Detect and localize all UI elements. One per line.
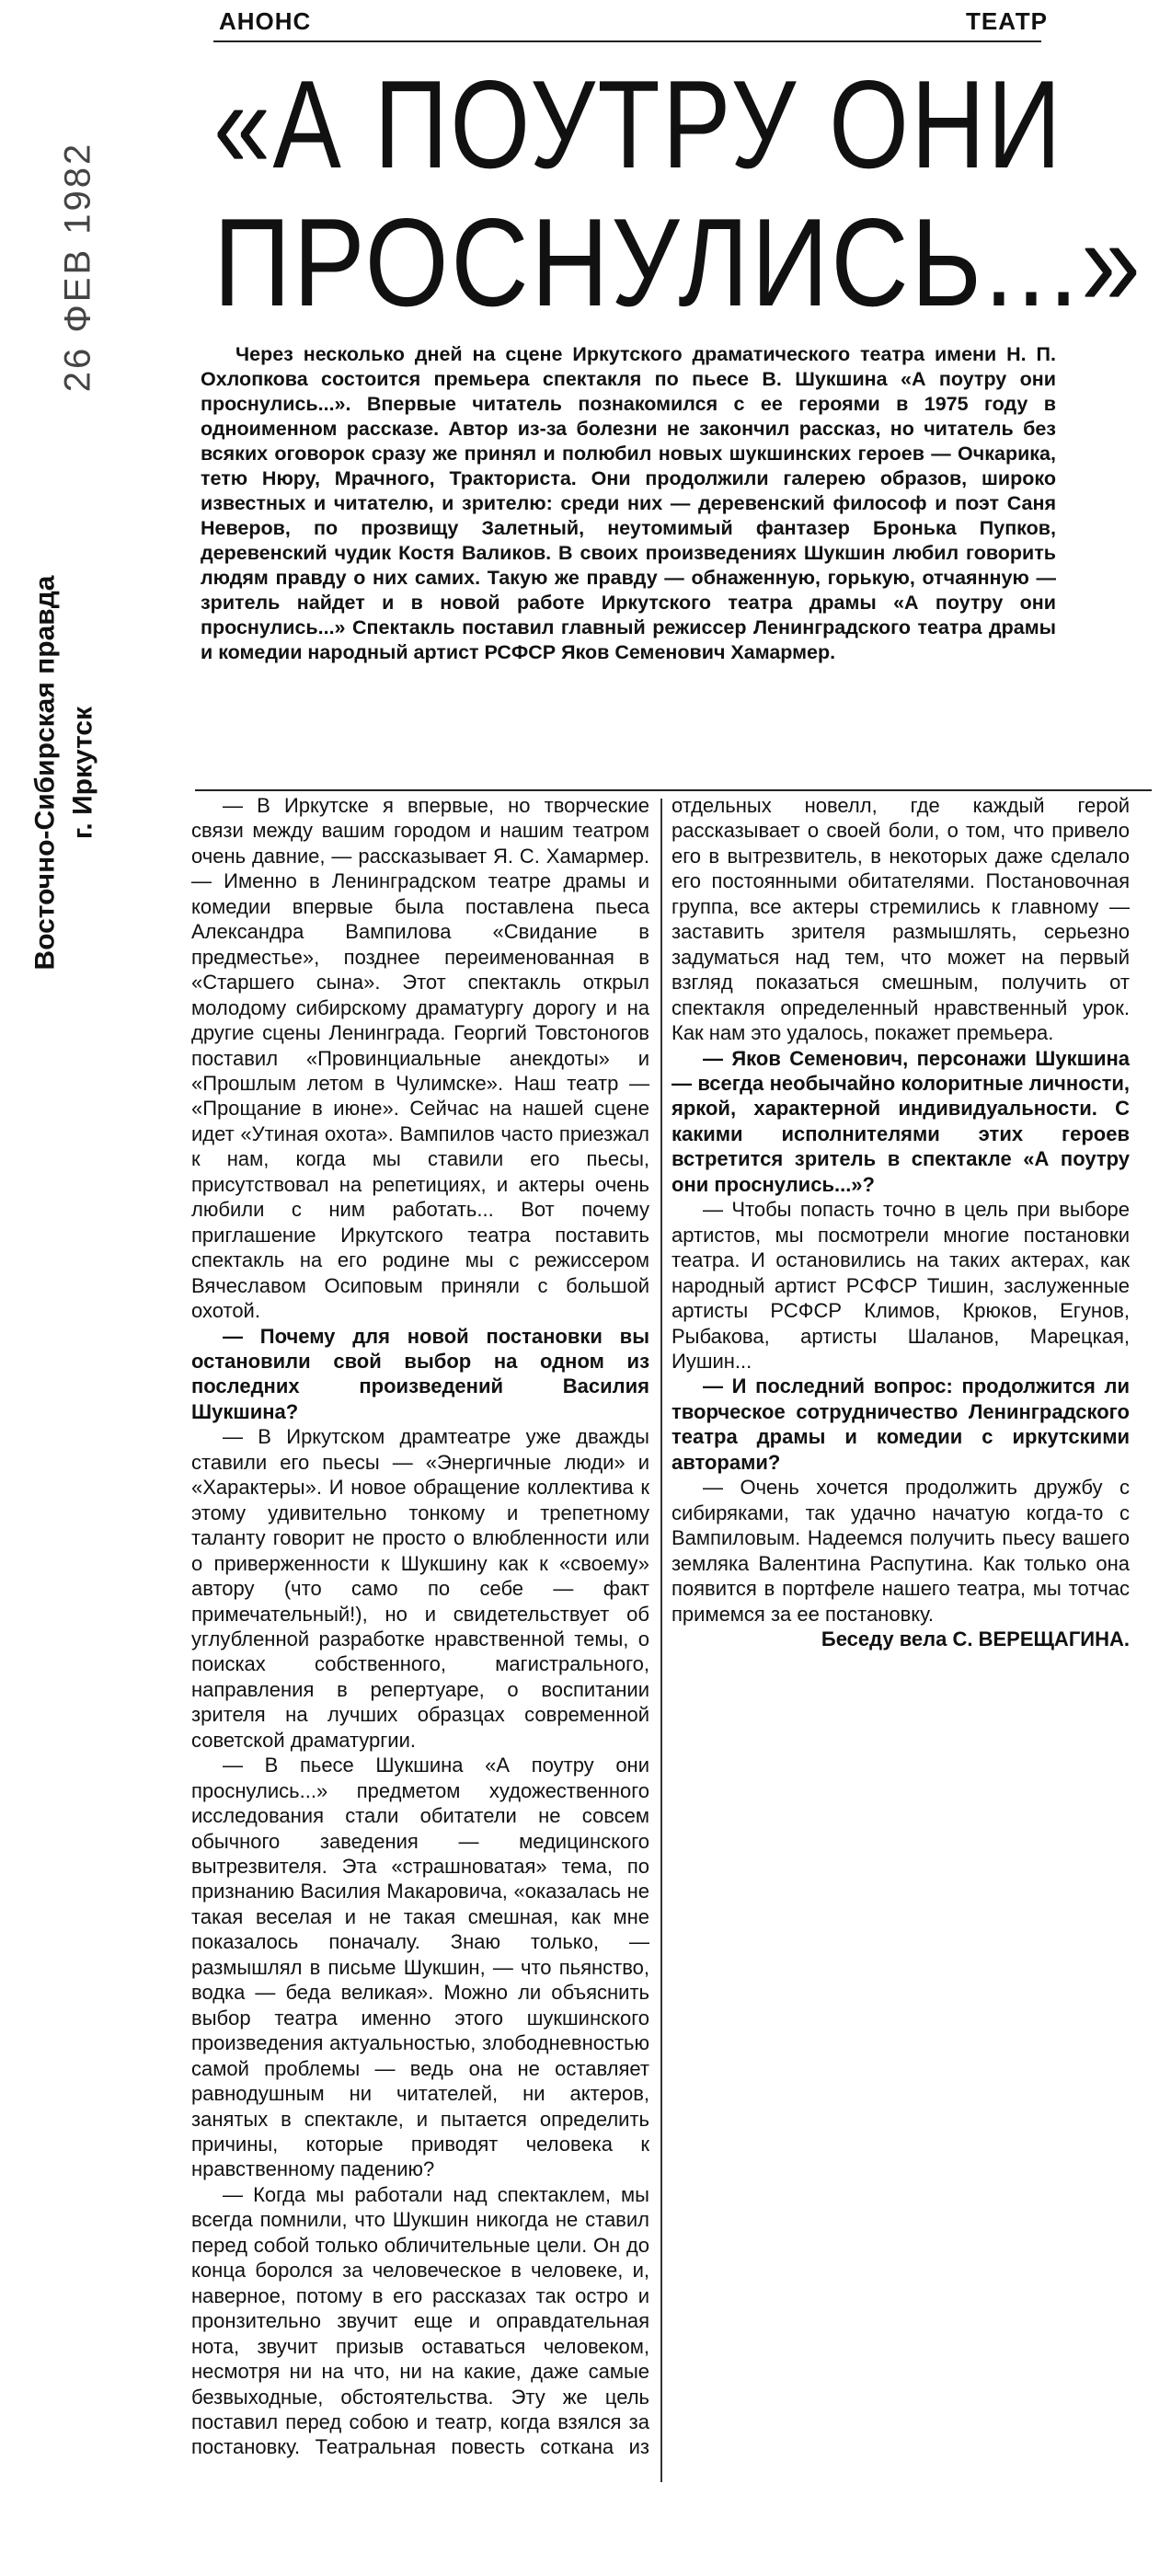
rubric-theatre: ТЕАТР [966,7,1048,35]
interview-body [191,793,1130,2481]
source-stamp [9,515,120,1030]
byline: Беседу вела С. ВЕРЕЩАГИНА. [821,1627,1130,1650]
answer-paragraph: — Когда мы работали над спектаклем, мы всегда помнили, что Шукшин никогда не ставил перед собой только обличительные цели. Он до конца боролся за человеческое в человеке, и, наверное, потому в его рассказах так остро и пронзительно звучит еще и оправдательная нота, звучит призыв оставаться человеком, несмотря ни на что, ни на какие, даже самые безвыходные, обстоятельства. Эту же цель поставил перед собою и театр, когда взялся за постановку. Театральная повесть соткана из отдельных новелл, где каждый герой рассказывает о своей боли, о том, что привело его в вытрезвитель, в некоторых даже сделало его постоянными обитателями. Постановочная группа, все актеры стремились к главному — заставить зрителя размышлять, серьезно задуматься над тем, что может на первый взгляд показаться смешным, получить от спектакля определенный нравственный урок. Как нам это удалось, покажет премьера. [191,794,1130,2459]
question-paragraph: — В пьесе Шукшина «А поутру они проснулись...» предметом художественного исследования стали обитатели не совсем обычного заведения — медицинского вытрезвителя. Эта «страшноватая» тема, по признанию Василия Макаровича, «оказалась не такая веселая и не такая смешная, как мне показалось поначалу. Знаю только, — размышлял в письме Шукшин, — что пьянство, водка — беда великая». Можно ли объяснить выбор театра именно этого шукшинского произведения актуальностью, злободневностью самой проблемы — ведь она не оставляет равнодушным ни читателей, ни актеров, занятых в спектакле, и пытается определить причины, которые приводят человека к нравственному падению? [191,1754,649,2181]
answer-paragraph: — Очень хочется продолжить дружбу с сибиряками, так удачно начатую когда-то с Вампиловым. Надеемся получить пьесу вашего земляка Валентина Распутина. Как только она появится в портфеле нашего театра, мы тотчас примемся за ее постановку. [672,1476,1130,1626]
source-stamp-text [28,576,102,971]
date-stamp-text: 26 ФЕВ 1982 [57,141,98,393]
rubric-announcement: АНОНС [219,7,312,35]
question-paragraph: — И последний вопрос: продолжится ли творческое сотрудничество Ленинградского театра драмы и комедии с иркутскими авторами? [672,1374,1130,1474]
answer-paragraph: — В Иркутском драмтеатре уже дважды ставили его пьесы — «Энергичные люди» и «Характеры». И новое обращение коллектива к этому удивительно тонкому и трепетному таланту говорит не просто о влюбленности или о приверженности к Шукшину как к «своему» автору (что само по себе — факт примечательный!), но и свидетельствует об углубленной разработке нравственной темы, о поисках собственного, магистрального, направления в репертуаре, о воспитании зрителя на лучших образцах современной советской драматургии. [191,1425,649,1752]
answer-paragraph: — В Иркутске я впервые, но творческие связи между вашим городом и нашим театром очень давние, — рассказывает Я. С. Хамармер. — Именно в Ленинградском театре драмы и комедии впервые была поставлена пьеса Александра Вампилова «Свидание в предместье», позднее переименованная в «Старшего сына». Этот спектакль открыл молодому сибирскому драматургу дорогу и на другие сцены Ленинграда. Георгий Товстоногов поставил «Провинциальные анекдоты» и «Прошлым летом в Чулимске». Наш театр — «Прощание в июне». Сейчас на нашей сцене идет «Утиная охота». Вампилов часто приезжал к нам, когда мы ставили его пьесы, присутствовал на репетициях, и актеры очень любили с ним работать... Вот почему приглашение Иркутского театра поставить спектакль на его родине мы с режиссером Вячеславом Осиповым приняли с большой охотой. [191,794,649,1323]
headline-line-1: «А ПОУТРУ ОНИ [213,54,1063,194]
section-rule [195,789,1152,791]
headline [213,54,1143,332]
source-stamp-line2: г. Иркутск [67,706,98,840]
headline-line-2: ПРОСНУЛИСЬ...» [213,192,1143,332]
date-stamp [46,141,110,393]
question-paragraph: — Почему для новой постановки вы остановили свой выбор на одном из последних произведений Василия Шукшина? [191,1324,649,1423]
lead-paragraph: Через несколько дней на сцене Иркутского драматического театра имени Н. П. Охлопкова состоится премьера спектакля по пьесе В. Шукшина «А поутру они проснулись...». Впервые читатель познакомился с ее героями в 1975 году в одноименном рассказе. Автор из-за болезни не закончил рассказ, но читатель без всяких оговорок сразу же принял и полюбил новых шукшинских героев — Очкарика, тетю Нюру, Мрачного, Тракториста. Они продолжили галерею образов, широко известных и читателю, и зрителю: среди них — деревенский философ и поэт Саня Неверов, по прозвищу Залетный, неутомимый фантазер Бронька Пупков, деревенский чудик Костя Валиков. В своих произведениях Шукшин любил говорить людям правду о них самих. Такую же правду — обнаженную, горькую, отчаянную — зритель найдет и в новой работе Иркутского театра драмы «А поутру они проснулись...» Спектакль поставил главный режиссер Ленинградского театра драмы и комедии народный артист РСФСР Яков Семенович Хамармер. [201,343,1056,663]
answer-paragraph: — Чтобы попасть точно в цель при выборе артистов, мы посмотрели многие постановки театра. И остановились на таких актерах, как народный артист РСФСР Тишин, заслуженные артисты РСФСР Климов, Крюков, Егунов, Рыбакова, артисты Шаланов, Марецкая, Иушин... [672,1198,1130,1373]
source-stamp-line1: Восточно-Сибирская правда [29,575,61,971]
question-paragraph: — Яков Семенович, персонажи Шукшина — всегда необычайно колоритные личности, яркой, характерной индивидуальности. С какими исполнителями этих героев встретится зритель в спектакле «А поутру они проснулись...»? [672,1046,1130,1196]
top-rule [213,40,1041,42]
